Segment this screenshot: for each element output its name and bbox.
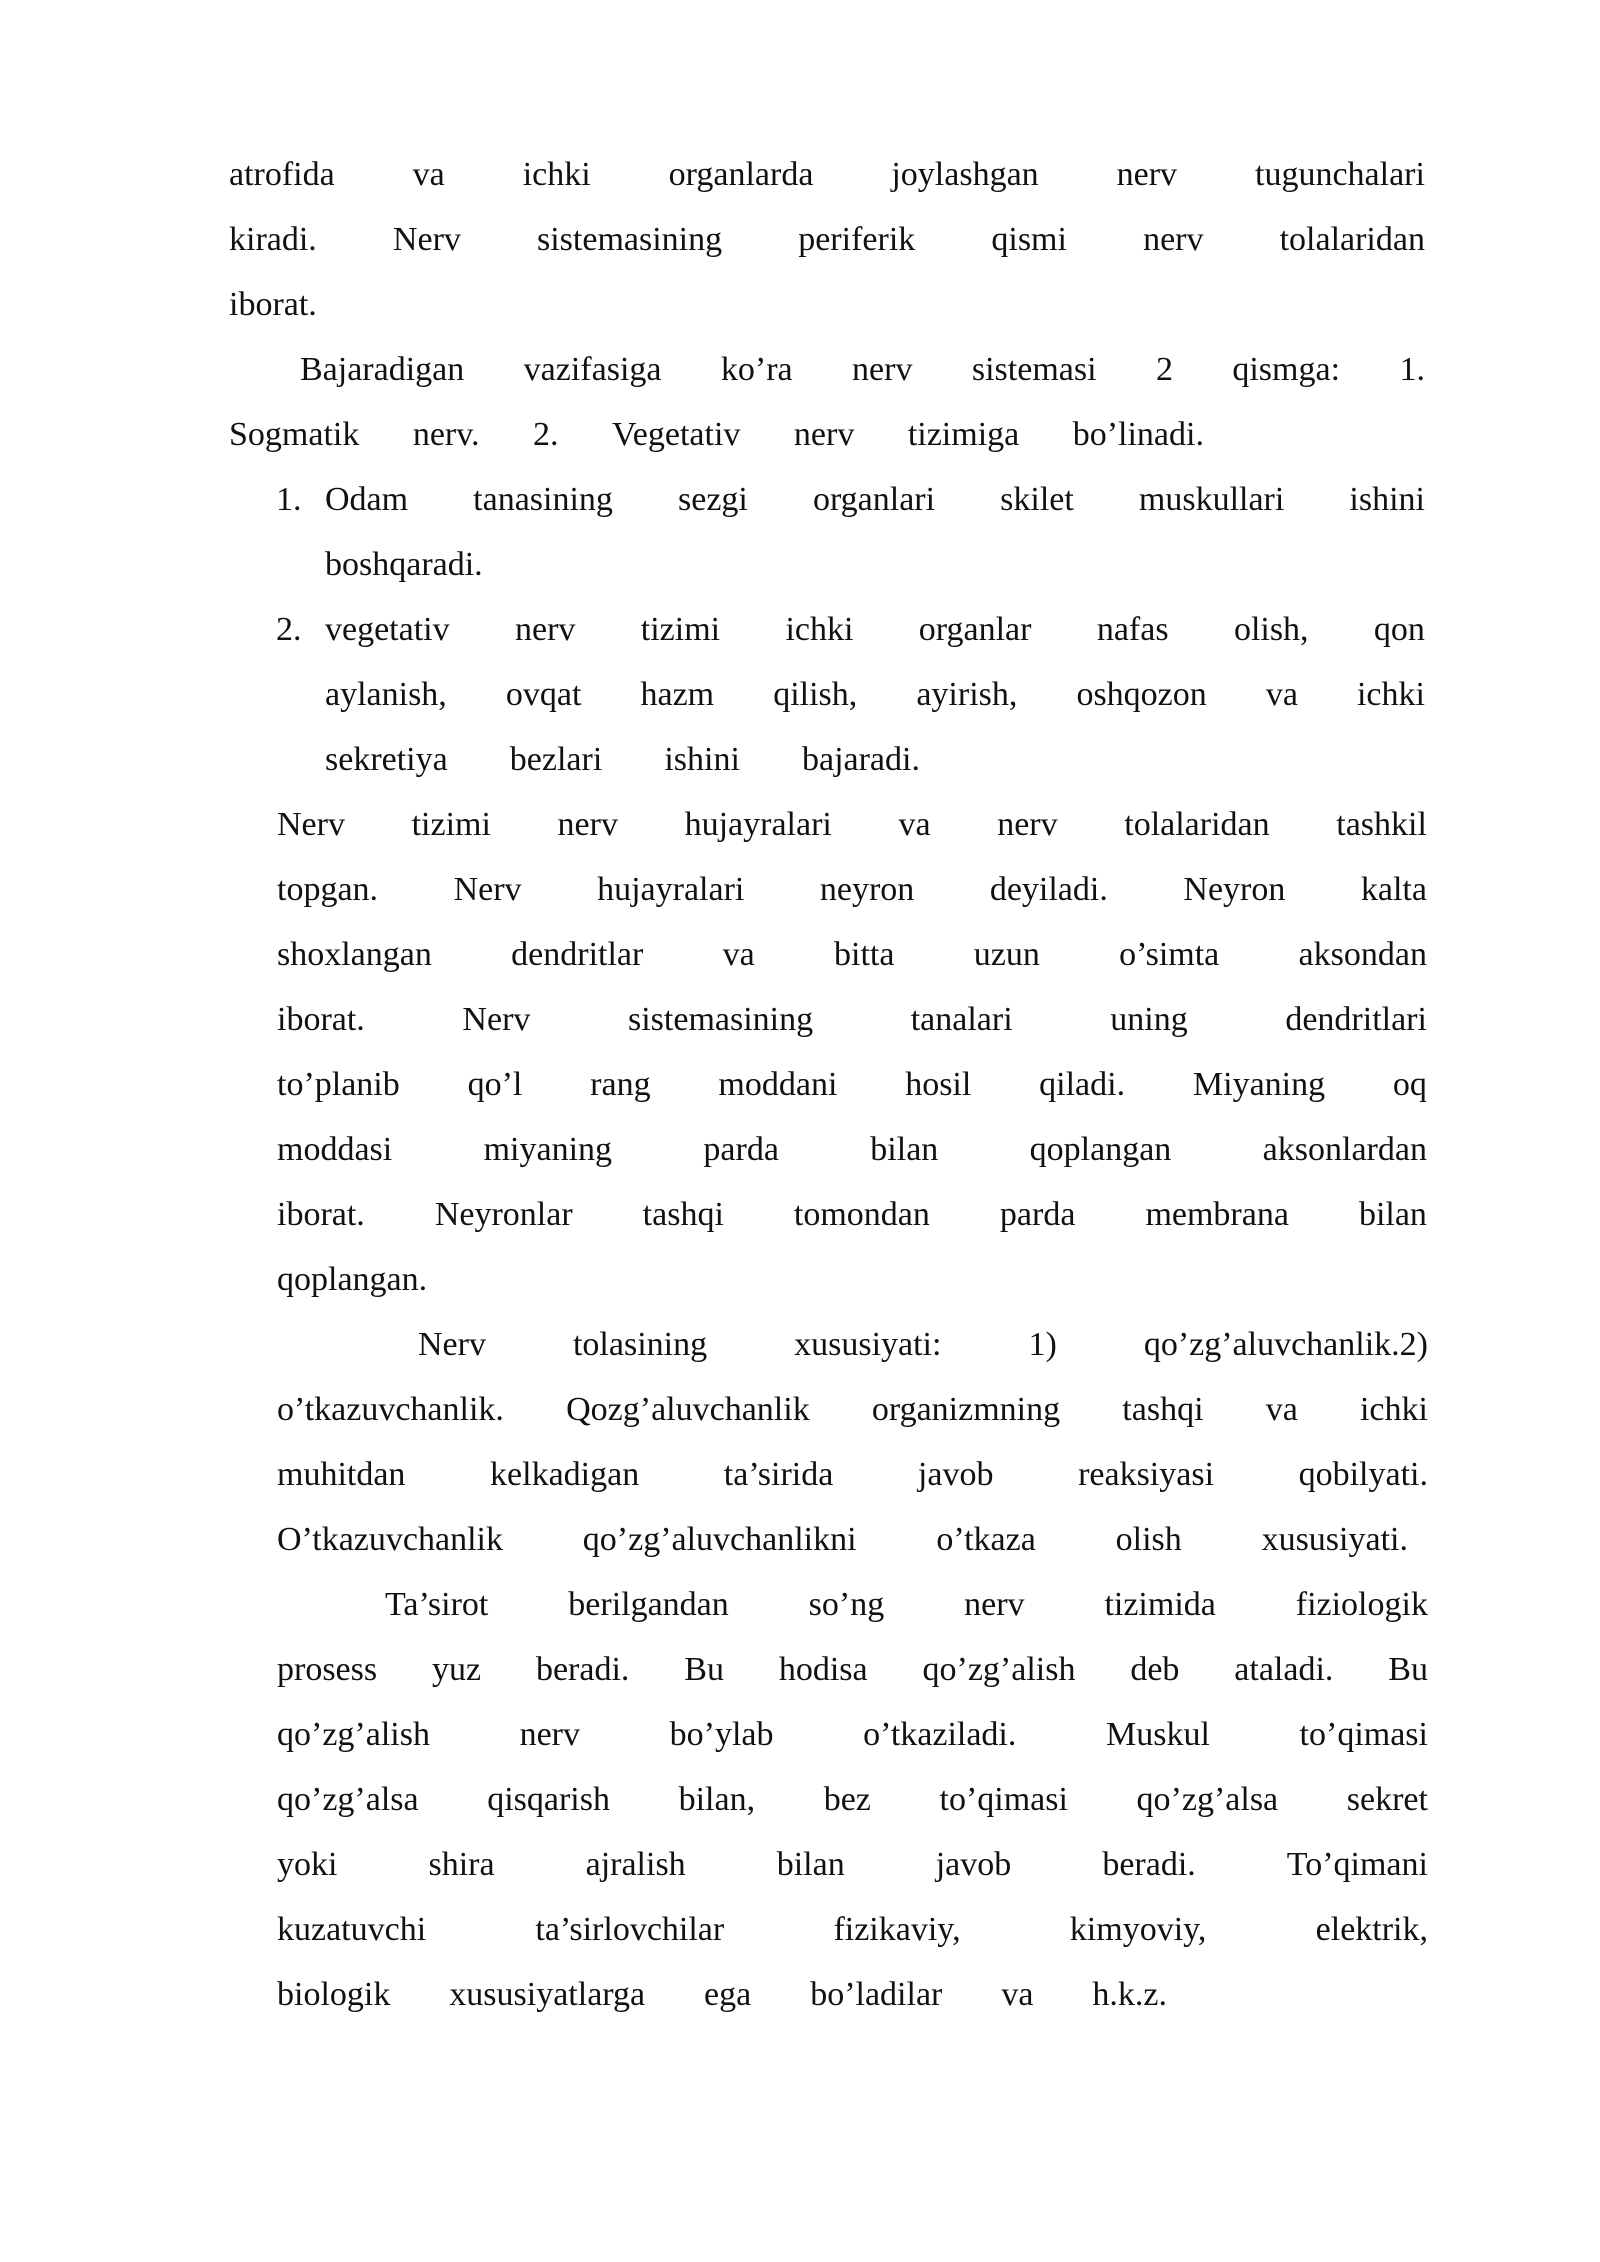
word: kelkadigan — [490, 1456, 640, 1493]
list-number: 2. — [276, 611, 302, 648]
word: muhitdan — [277, 1456, 406, 1493]
word: kiradi. — [229, 221, 317, 258]
word: dendritlar — [511, 936, 644, 973]
text-line — [277, 1130, 1427, 1170]
word: moddasi — [277, 1131, 393, 1168]
word: tashqi — [1122, 1391, 1204, 1428]
word: Nerv — [453, 871, 522, 908]
word: elektrik, — [1315, 1911, 1428, 1948]
word: tolalaridan — [1279, 221, 1425, 258]
text-line — [277, 1390, 1428, 1430]
word: 1) — [1028, 1326, 1057, 1363]
text-line — [277, 1715, 1428, 1755]
word: sistemasining — [628, 1001, 814, 1038]
word: yuz — [431, 1651, 482, 1688]
word: ajralish — [585, 1846, 686, 1883]
word: Ta’sirot — [385, 1586, 489, 1623]
word: qisqarish — [487, 1781, 610, 1818]
word: prosess — [277, 1651, 378, 1688]
text-line — [229, 415, 1204, 455]
text-line — [277, 870, 1427, 910]
word: parda — [999, 1196, 1076, 1233]
word: organlar — [918, 611, 1032, 648]
word: olish, — [1233, 611, 1309, 648]
word: atrofida — [229, 156, 335, 193]
word: javob — [935, 1846, 1012, 1883]
word: qo’zg’alsa — [1136, 1781, 1279, 1818]
word: organizmning — [871, 1391, 1061, 1428]
word: Muskul — [1106, 1716, 1210, 1753]
text-line: iborat. — [229, 286, 317, 323]
word: bez — [823, 1781, 871, 1818]
word: o’tkaziladi. — [863, 1716, 1017, 1753]
word: beradi. — [535, 1651, 630, 1688]
word: skilet — [1000, 481, 1074, 518]
word: o’tkazuvchanlik. — [277, 1391, 504, 1428]
text-line — [277, 1650, 1428, 1690]
word: tashkil — [1336, 806, 1427, 843]
text-line — [229, 155, 1425, 195]
word: tizimi — [640, 611, 721, 648]
word: xususiyati: — [794, 1326, 942, 1363]
word: o’simta — [1119, 936, 1220, 973]
word: yoki — [277, 1846, 338, 1883]
text-line — [418, 1325, 1428, 1365]
word: bilan — [870, 1131, 939, 1168]
word: qon — [1373, 611, 1425, 648]
word: reaksiyasi — [1078, 1456, 1215, 1493]
word: iborat. — [277, 1196, 365, 1233]
word: va — [412, 156, 445, 193]
word: va — [1265, 676, 1298, 713]
word: xususiyatlarga — [449, 1976, 646, 2013]
word: sistemasining — [537, 221, 723, 258]
word: kalta — [1360, 871, 1427, 908]
word: nerv — [964, 1586, 1025, 1623]
word: hujayralari — [684, 806, 832, 843]
word: nerv — [793, 416, 855, 453]
word: beradi. — [1102, 1846, 1196, 1883]
word: h.k.z. — [1092, 1976, 1167, 2013]
word: miyaning — [483, 1131, 613, 1168]
word: Bu — [684, 1651, 724, 1688]
text-line — [325, 675, 1425, 715]
word: Sogmatik — [229, 416, 360, 453]
word: 2 — [1155, 351, 1173, 388]
word: olish — [1115, 1521, 1182, 1558]
word: organlarda — [668, 156, 814, 193]
word: ega — [704, 1976, 752, 2013]
word: ishini — [664, 741, 740, 778]
word: ko’ra — [720, 351, 793, 388]
word: ta’sirlovchilar — [535, 1911, 725, 1948]
text-line — [277, 1845, 1428, 1885]
word: tanalari — [910, 1001, 1013, 1038]
word: hazm — [640, 676, 715, 713]
word: so’ng — [808, 1586, 885, 1623]
word: oshqozon — [1076, 676, 1207, 713]
word: parda — [703, 1131, 779, 1168]
word: qo’zg’aluvchanlikni — [582, 1521, 857, 1558]
word: oq — [1392, 1066, 1427, 1103]
word: tanasining — [473, 481, 613, 518]
word: bo’ylab — [669, 1716, 774, 1753]
word: Qozg’aluvchanlik — [566, 1391, 810, 1428]
word: ichki — [1359, 1391, 1428, 1428]
word: uning — [1110, 1001, 1188, 1038]
word: Nerv — [462, 1001, 531, 1038]
word: Bu — [1388, 1651, 1428, 1688]
word: aksonlardan — [1262, 1131, 1427, 1168]
word: nerv — [1143, 221, 1204, 258]
text-line — [277, 935, 1427, 975]
word: ichki — [785, 611, 854, 648]
word: aksondan — [1298, 936, 1427, 973]
word: Miyaning — [1192, 1066, 1326, 1103]
word: fiziologik — [1295, 1586, 1428, 1623]
word: O’tkazuvchanlik — [277, 1521, 503, 1558]
word: vegetativ — [325, 611, 450, 648]
word: membrana — [1145, 1196, 1289, 1233]
word: tolalaridan — [1124, 806, 1270, 843]
word: kimyoviy, — [1069, 1911, 1207, 1948]
word: nerv — [1116, 156, 1178, 193]
word: ayirish, — [916, 676, 1018, 713]
word: dendritlari — [1285, 1001, 1427, 1038]
text-line — [229, 220, 1425, 260]
word: nafas — [1096, 611, 1169, 648]
word: hosil — [905, 1066, 972, 1103]
word: tomondan — [793, 1196, 930, 1233]
word: iborat. — [277, 1001, 365, 1038]
word: va — [1265, 1391, 1298, 1428]
word: joylashgan — [891, 156, 1039, 193]
word: javob — [917, 1456, 994, 1493]
text-line — [277, 805, 1427, 845]
word: qo’zg’alsa — [277, 1781, 419, 1818]
text-line — [277, 1195, 1427, 1235]
word: xususiyati. — [1261, 1521, 1408, 1558]
text-line: boshqaradi. — [325, 546, 483, 583]
word: tizimiga — [907, 416, 1020, 453]
word: organlari — [812, 481, 936, 518]
word: ichki — [522, 156, 591, 193]
text-line — [277, 1065, 1427, 1105]
word: ovqat — [505, 676, 582, 713]
text-line — [277, 1910, 1428, 1950]
word: topgan. — [277, 871, 379, 908]
word: uzun — [973, 936, 1040, 973]
word: deyiladi. — [989, 871, 1108, 908]
word: bilan — [776, 1846, 845, 1883]
word: fizikaviy, — [833, 1911, 961, 1948]
word: va — [1001, 1976, 1034, 2013]
word: aylanish, — [325, 676, 447, 713]
word: Odam — [325, 481, 409, 518]
word: biologik — [277, 1976, 391, 2013]
word: rang — [590, 1066, 651, 1103]
word: nerv. — [412, 416, 480, 453]
list-number: 1. — [276, 481, 302, 518]
word: Bajaradigan — [300, 351, 465, 388]
word: bajaradi. — [801, 741, 920, 778]
word: to’qimasi — [939, 1781, 1068, 1818]
word: bezlari — [509, 741, 603, 778]
word: muskullari — [1138, 481, 1285, 518]
text-line — [277, 1520, 1408, 1560]
word: Vegetativ — [612, 416, 741, 453]
word: hujayralari — [597, 871, 745, 908]
text-line — [385, 1585, 1428, 1625]
word: tashqi — [642, 1196, 724, 1233]
word: qoplangan — [1029, 1131, 1172, 1168]
word: qo’zg’aluvchanlik.2) — [1143, 1326, 1428, 1363]
word: shira — [428, 1846, 495, 1883]
word: va — [722, 936, 755, 973]
word: bilan, — [678, 1781, 756, 1818]
word: sezgi — [678, 481, 748, 518]
word: tizimi — [411, 806, 491, 843]
word: qilish, — [773, 676, 858, 713]
word: bo’ladilar — [810, 1976, 943, 2013]
text-line — [300, 350, 1425, 390]
word: ishini — [1349, 481, 1425, 518]
word: to’planib — [277, 1066, 400, 1103]
word: Nerv — [418, 1326, 486, 1363]
word: nerv — [852, 351, 913, 388]
word: hodisa — [778, 1651, 868, 1688]
text-line: qoplangan. — [277, 1261, 428, 1298]
word: sistemasi — [971, 351, 1097, 388]
word: tizimida — [1104, 1586, 1216, 1623]
word: va — [898, 806, 931, 843]
word: deb — [1130, 1651, 1180, 1688]
word: qobilyati. — [1298, 1456, 1428, 1493]
word: berilgandan — [568, 1586, 729, 1623]
word: qismi — [991, 221, 1067, 258]
word: sekretiya — [325, 741, 448, 778]
word: 2. — [533, 416, 559, 453]
text-line — [325, 740, 920, 780]
word: nerv — [514, 611, 576, 648]
text-line — [325, 610, 1425, 650]
word: qismga: — [1232, 351, 1341, 388]
text-line — [325, 480, 1425, 520]
word: Nerv — [392, 221, 461, 258]
word: qo’zg’alish — [277, 1716, 430, 1753]
word: 1. — [1399, 351, 1425, 388]
word: neyron — [819, 871, 915, 908]
word: periferik — [798, 221, 916, 258]
word: to’qimasi — [1299, 1716, 1428, 1753]
word: ataladi. — [1234, 1651, 1334, 1688]
word: bilan — [1358, 1196, 1427, 1233]
word: Nerv — [277, 806, 345, 843]
text-line — [277, 1455, 1428, 1495]
word: ta’sirida — [723, 1456, 834, 1493]
word: tugunchalari — [1255, 156, 1425, 193]
word: To’qimani — [1286, 1846, 1428, 1883]
word: kuzatuvchi — [277, 1911, 427, 1948]
word: qo’zg’alish — [922, 1651, 1076, 1688]
word: Neyronlar — [434, 1196, 573, 1233]
word: tolasining — [572, 1326, 708, 1363]
word: nerv — [519, 1716, 580, 1753]
word: ichki — [1356, 676, 1425, 713]
word: bo’linadi. — [1072, 416, 1204, 453]
word: bitta — [834, 936, 895, 973]
word: moddani — [718, 1066, 838, 1103]
word: nerv — [997, 806, 1058, 843]
word: nerv — [557, 806, 618, 843]
word: vazifasiga — [523, 351, 662, 388]
word: qiladi. — [1039, 1066, 1126, 1103]
word: Neyron — [1183, 871, 1286, 908]
word: shoxlangan — [277, 936, 432, 973]
word: o’tkaza — [936, 1521, 1036, 1558]
word: qo’l — [467, 1066, 523, 1103]
text-line — [277, 1000, 1427, 1040]
word: sekret — [1346, 1781, 1428, 1818]
text-line — [277, 1780, 1428, 1820]
text-line — [277, 1975, 1167, 2015]
